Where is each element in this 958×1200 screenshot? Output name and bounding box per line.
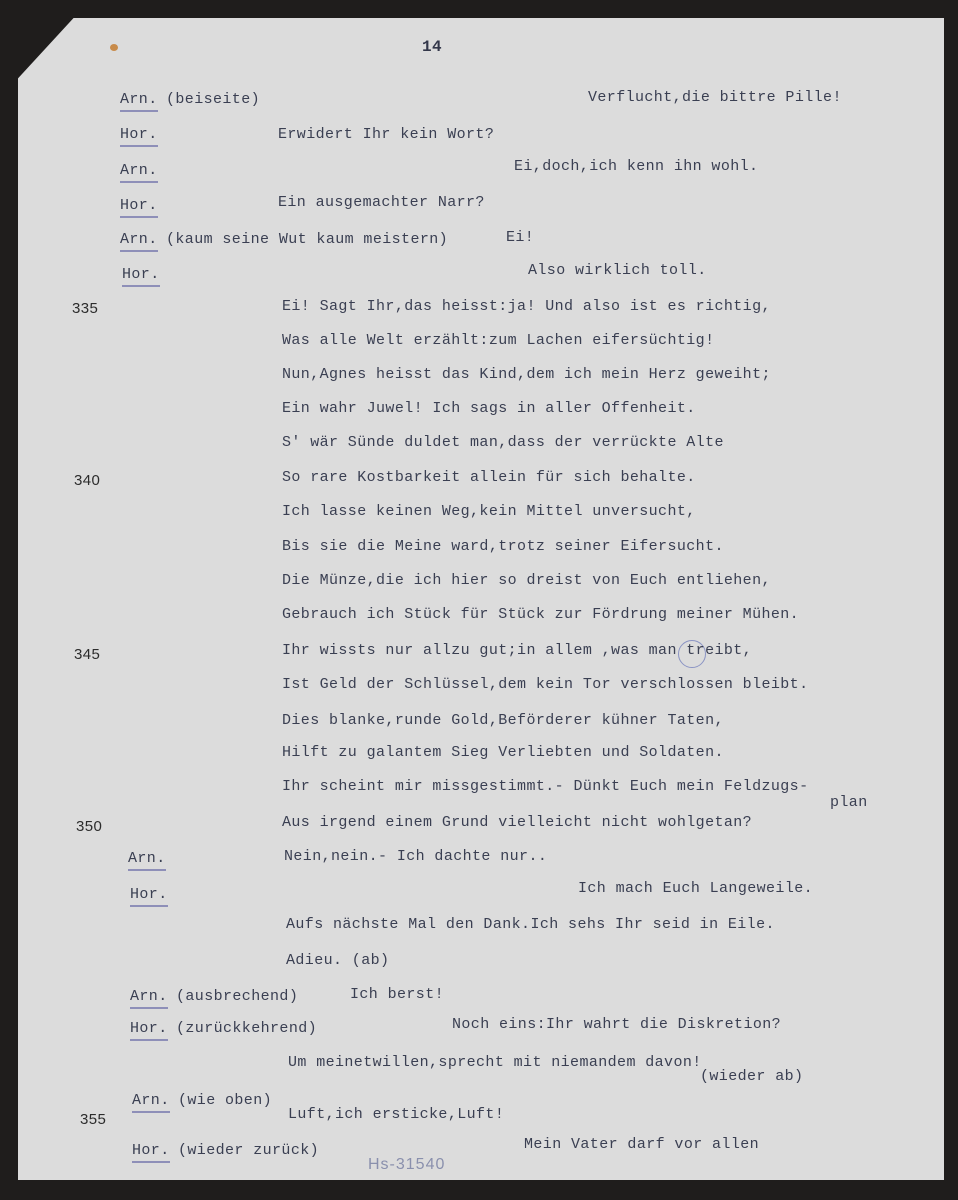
verse-line: Aufs nächste Mal den Dank.Ich sehs Ihr seid in Eile. [286,916,775,933]
verse-line: Verflucht,die bittre Pille! [588,89,842,106]
verse-line: Aus irgend einem Grund vielleicht nicht wohlgetan? [282,814,753,831]
speaker-label: Arn. [120,91,158,112]
line-number: 335 [72,300,99,317]
verse-line: Luft,ich ersticke,Luft! [288,1106,505,1123]
speaker-label: Hor. [120,126,158,147]
verse-line: Ei! Sagt Ihr,das heisst:ja! Und also ist es richtig, [282,298,771,315]
speaker-label: Hor. [130,1020,168,1041]
verse-line: Ist Geld der Schlüssel,dem kein Tor verschlossen bleibt. [282,676,809,693]
speaker-label: Arn. [128,850,166,871]
page-number: 14 [422,38,443,56]
verse-line: Dies blanke,runde Gold,Beförderer kühner Taten, [282,712,724,729]
speaker-label: Arn. [120,231,158,252]
verse-line: Ich mach Euch Langeweile. [578,880,814,897]
stage-direction: (ausbrechend) [176,988,299,1005]
verse-line: Ihr wissts nur allzu gut;in allem ,was man treibt, [282,642,753,659]
verse-continuation: plan [830,794,868,811]
verse-line: Noch eins:Ihr wahrt die Diskretion? [452,1016,782,1033]
stage-direction: (kaum seine Wut kaum meistern) [166,231,449,248]
speaker-label: Hor. [132,1142,170,1163]
line-number: 345 [74,646,101,663]
speaker-label: Hor. [130,886,168,907]
stage-direction: (zurückkehrend) [176,1020,318,1037]
verse-line: Um meinetwillen,sprecht mit niemandem davon! [288,1054,702,1071]
verse-line: Nein,nein.- Ich dachte nur.. [284,848,548,865]
verse-line: Mein Vater darf vor allen [524,1136,760,1153]
verse-line: Hilft zu galantem Sieg Verliebten und Soldaten. [282,744,724,761]
verse-line: So rare Kostbarkeit allein für sich behalte. [282,469,696,486]
speaker-label: Hor. [120,197,158,218]
verse-line: Die Münze,die ich hier so dreist von Euch entliehen, [282,572,771,589]
stage-direction: (wieder ab) [700,1068,804,1085]
verse-line: Ein ausgemachter Narr? [278,194,485,211]
stage-direction: (beiseite) [166,91,261,108]
archive-signature: Hs-31540 [368,1156,446,1173]
verse-line: Bis sie die Meine ward,trotz seiner Eifersucht. [282,538,724,555]
stage-direction: (wie oben) [178,1092,273,1109]
speaker-label: Arn. [132,1092,170,1113]
verse-line: Nun,Agnes heisst das Kind,dem ich mein Herz geweiht; [282,366,771,383]
line-number: 355 [80,1111,107,1128]
stage-direction: (wieder zurück) [178,1142,320,1159]
verse-line: Adieu. (ab) [286,952,390,969]
verse-line: Was alle Welt erzählt:zum Lachen eifersüchtig! [282,332,715,349]
speaker-label: Arn. [130,988,168,1009]
verse-line: Ein wahr Juwel! Ich sags in aller Offenheit. [282,400,696,417]
verse-line: Also wirklich toll. [528,262,707,279]
verse-line: Erwidert Ihr kein Wort? [278,126,495,143]
verse-line: Ihr scheint mir missgestimmt.- Dünkt Euch mein Feldzugs- [282,778,809,795]
line-number: 340 [74,472,101,489]
verse-line: S' wär Sünde duldet man,dass der verrückte Alte [282,434,724,451]
speaker-label: Arn. [120,162,158,183]
verse-line: Ich berst! [350,986,445,1003]
line-number: 350 [76,818,103,835]
verse-line: Ei! [506,229,535,246]
ink-stain [110,44,118,51]
verse-line: Ei,doch,ich kenn ihn wohl. [514,158,759,175]
verse-line: Ich lasse keinen Weg,kein Mittel unversucht, [282,503,696,520]
verse-line: Gebrauch ich Stück für Stück zur Fördrung meiner Mühen. [282,606,800,623]
speaker-label: Hor. [122,266,160,287]
